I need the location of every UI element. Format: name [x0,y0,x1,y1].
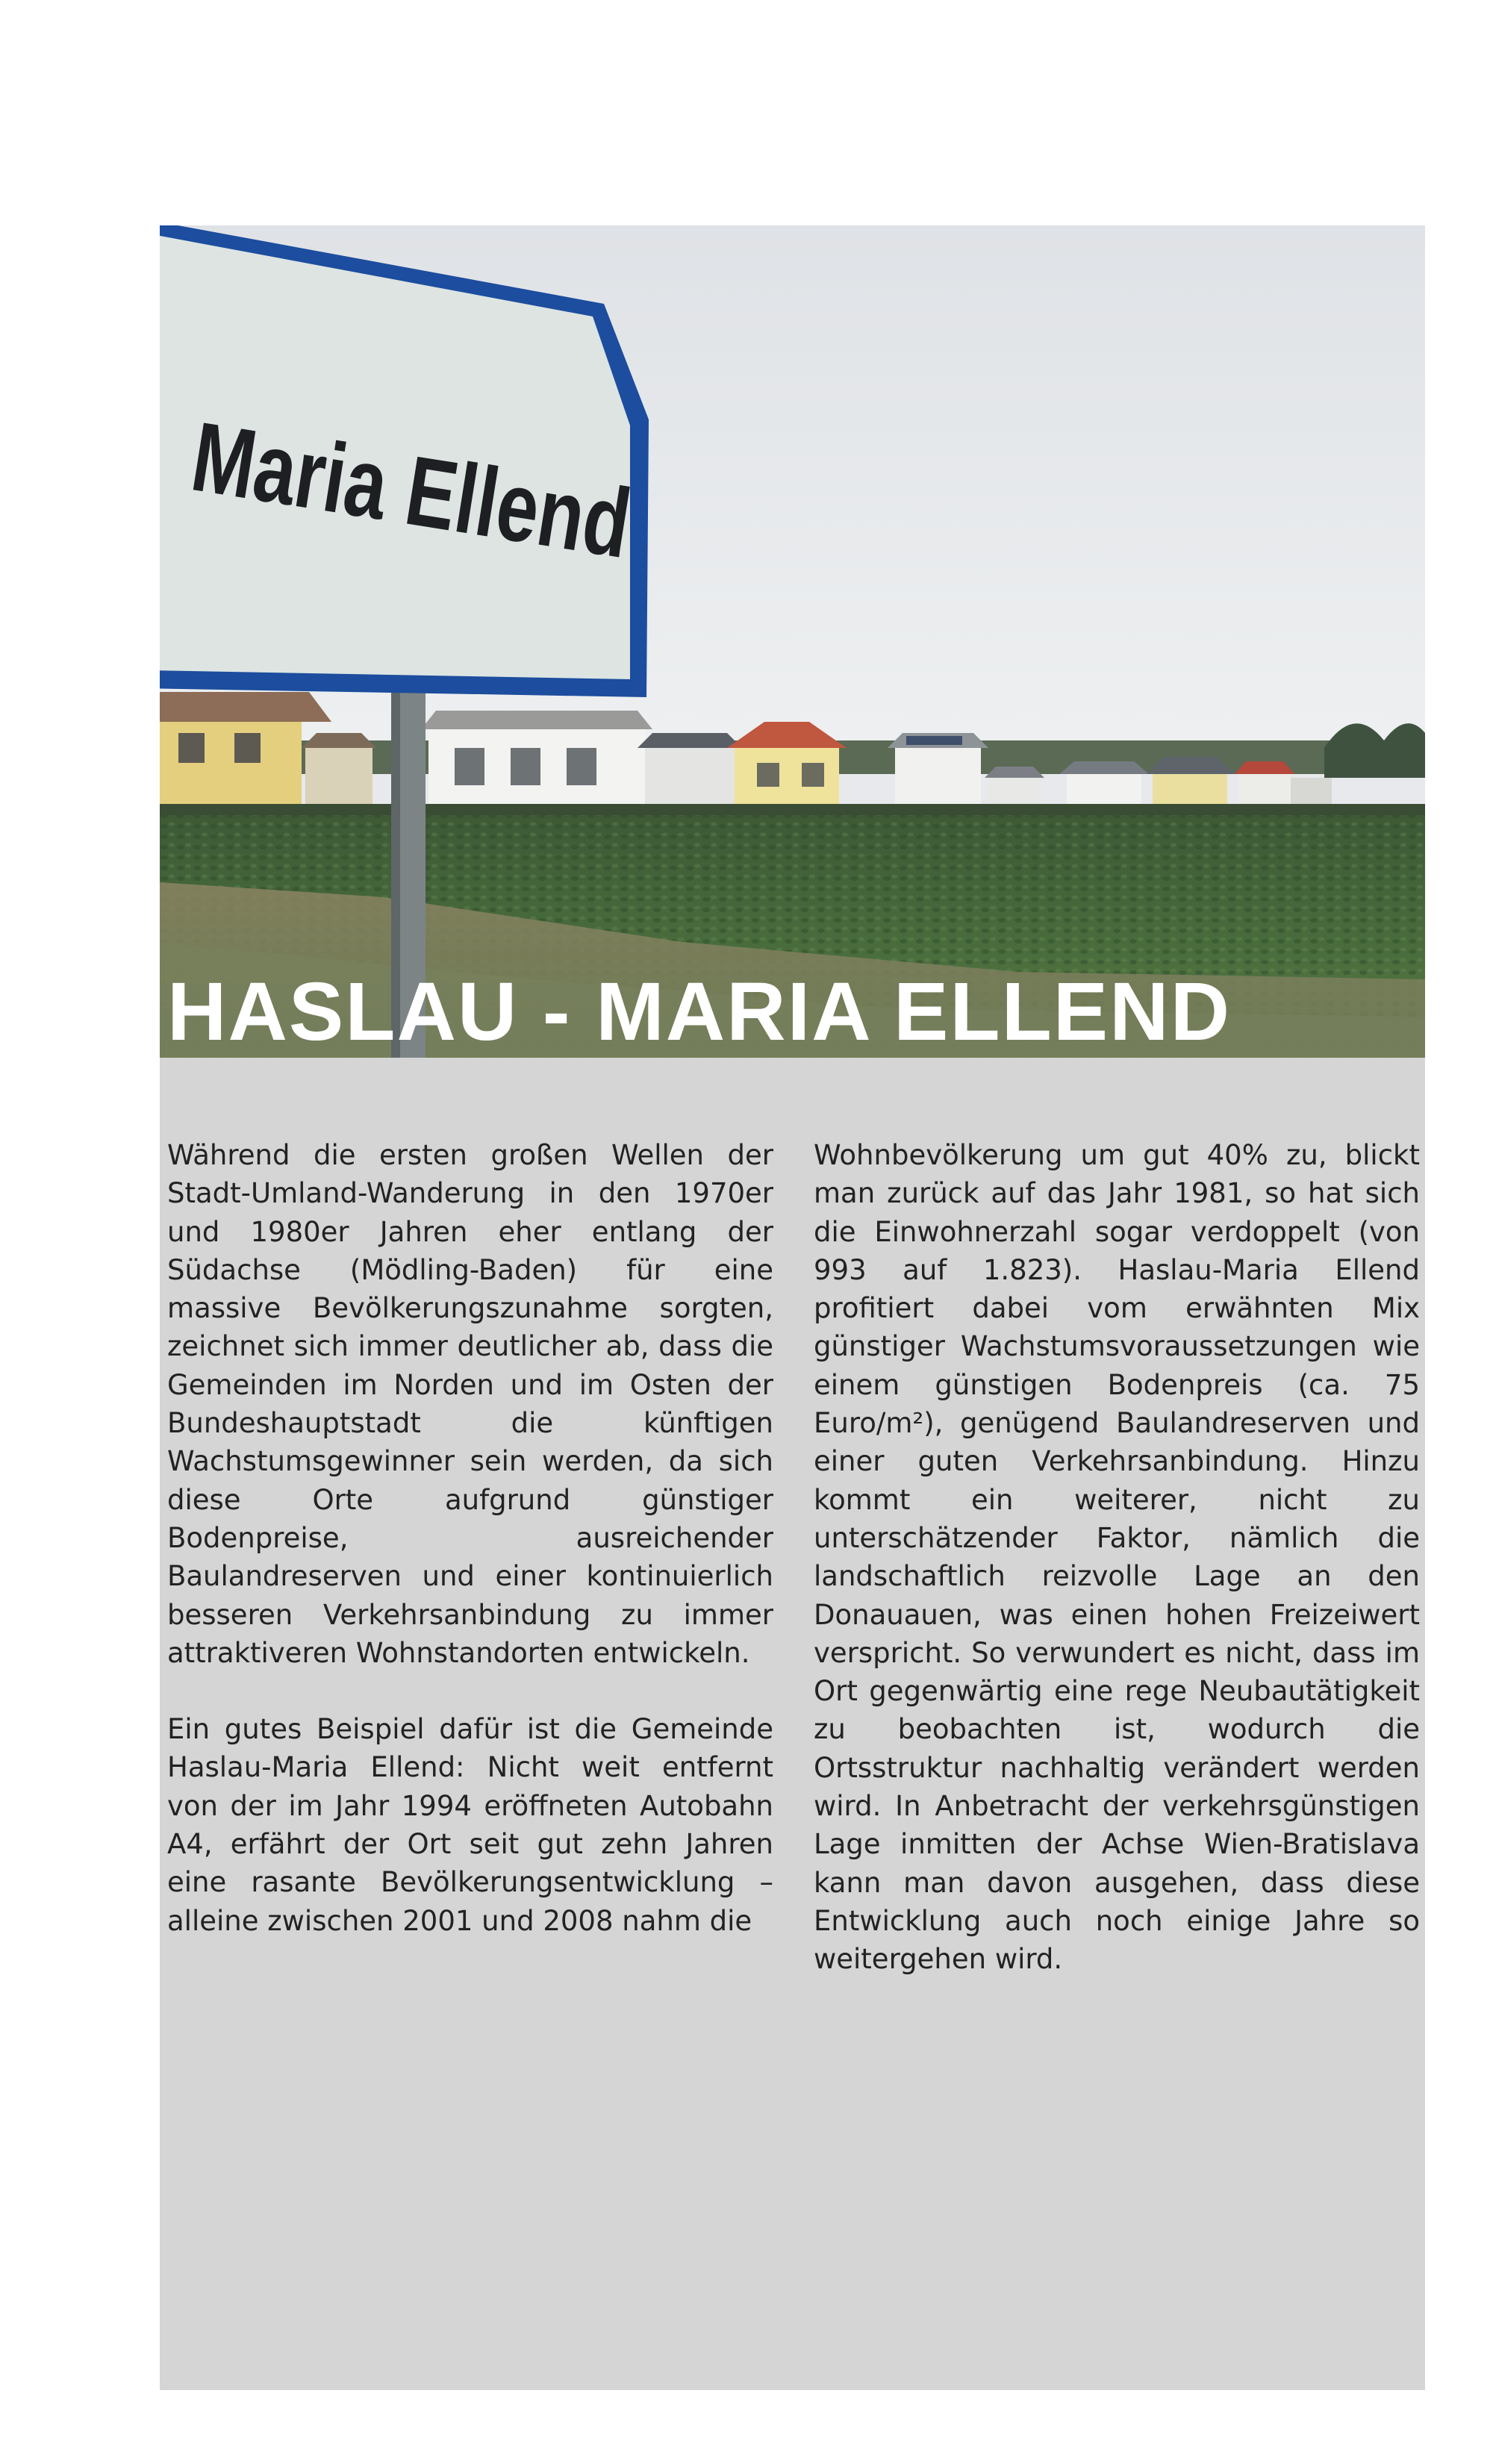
article-column-left [167,1136,773,1940]
paragraph: Während die ersten großen Wellen der Stadt-Umland-Wanderung in den 1970er und 1980er Jahren eher entlang der Südachse (Mödling-Baden) für eine massive Bevölkerungszunahme sorgten, zeichnet sich immer deutlicher ab, dass die Gemeinden im Norden und im Osten der Bundeshauptstadt die künftigen Wachstumsgewinner sein werden, da sich diese Orte aufgrund günstiger Bodenpreise, ausreichender Baulandreserven und einer kontinuierlich besseren Verkehrsanbindung zu immer attraktiveren Wohnstandorten entwickeln. [167,1139,773,1669]
hero-photo [160,225,1425,1058]
page-title: HASLAU - MARIA ELLEND [167,966,1232,1058]
article-panel [160,1058,1425,2390]
paragraph: Ein gutes Beispiel dafür ist die Gemeinde Haslau-Maria Ellend: Nicht weit entfernt von der im Jahr 1994 eröffneten Autobahn A4, erfährt der Ort seit gut zehn Jahren eine rasante Bevölkerungsentwicklung – alleine zwischen 2001 und 2008 nahm die [167,1713,773,1937]
town-sign-photo [160,225,1425,1058]
article-column-right [814,1136,1420,1979]
sign-text: Maria Ellend [184,401,638,579]
paragraph: Wohnbevölkerung um gut 40% zu, blickt man zurück auf das Jahr 1981, so hat sich die Einwohnerzahl sogar verdoppelt (von 993 auf 1.823). Haslau-Maria Ellend profitiert dabei vom erwähnten Mix günstiger Wachstumsvoraussetzungen wie einem günstigen Bodenpreis (ca. 75 Euro/m²), genügend Baulandreserven und einer guten Verkehrsanbindung. Hinzu kommt ein weiterer, nicht zu unterschätzender Faktor, nämlich die landschaftlich reizvolle Lage an den Donauauen, was einen hohen Freizeiwert verspricht. So verwundert es nicht, dass im Ort gegenwärtig eine rege Neubautätigkeit zu beobachten ist, wodurch die Ortsstruktur nachhaltig verändert werden wird. In Anbetracht der verkehrsgünstigen Lage inmitten der Achse Wien-Bratislava kann man davon ausgehen, dass diese Entwicklung auch noch einige Jahre so weitergehen wird. [814,1139,1420,1976]
